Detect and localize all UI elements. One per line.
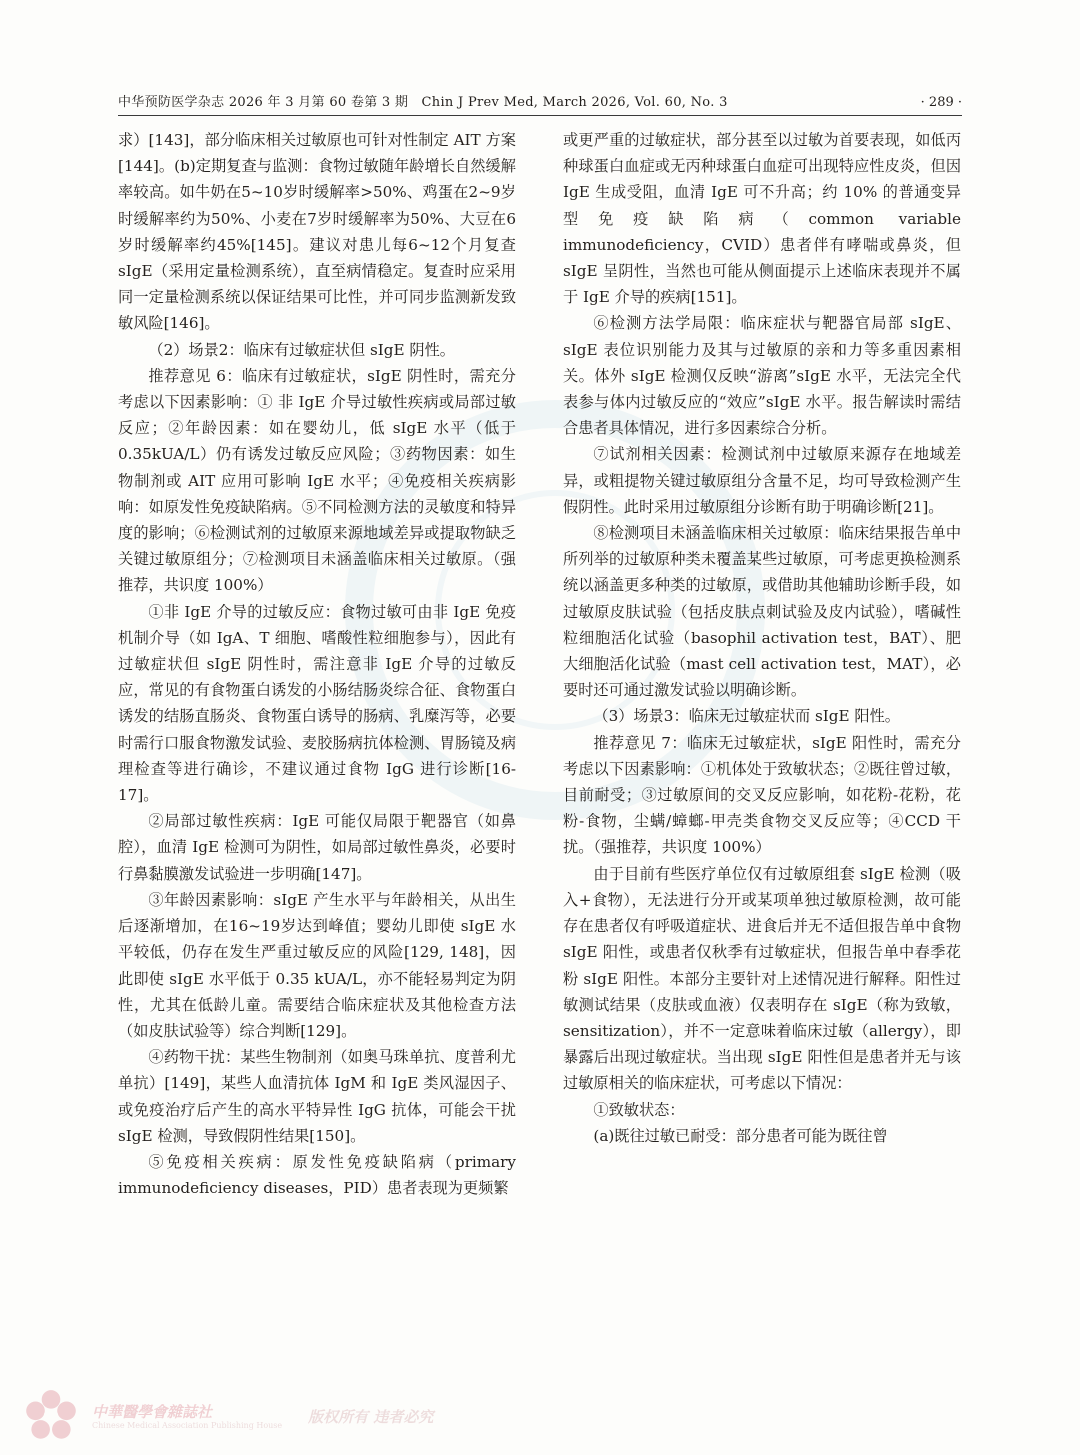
list-item-heading: ①致敏状态：: [593, 1100, 685, 1119]
publisher-flower-icon: [20, 1385, 82, 1447]
page-number: · 289 ·: [920, 95, 962, 110]
paragraph: ⑦试剂相关因素：检测试剂中过敏原来源存在地域差异，或粗提物关键过敏原组分含量不足，均可导致检测产生假阴性。此时采用过敏原组分诊断有助于明确诊断[21]。: [563, 445, 961, 516]
paragraph: ②局部过敏性疾病：IgE 可能仅局限于靶器官（如鼻腔），血清 IgE 检测可为阴性，如局部过敏性鼻炎，必要时行鼻黏膜激发试验进一步明确[147]。: [118, 812, 516, 883]
paragraph: ④药物干扰：某些生物制剂（如奥马珠单抗、度普利尤单抗）[149]，某些人血清抗体 IgM 和 IgE 类风湿因子、或免疫治疗后产生的高水平特异性 IgG 抗体，可能会干扰 sIgE 检测，导致假阴性结果[150]。: [118, 1048, 516, 1145]
section-heading: （3）场景3：临床无过敏症状而 sIgE 阳性。: [593, 707, 900, 726]
copyright-slogan: 版权所有 违者必究: [308, 1407, 434, 1426]
paragraph: (a)既往过敏已耐受：部分患者可能为既往曾: [593, 1126, 888, 1145]
recommendation-paragraph: 推荐意见 6：临床有过敏症状，sIgE 阴性时，需充分考虑以下因素影响：① 非 IgE 介导过敏性疾病或局部过敏反应；②年龄因素：如在婴幼儿，低 sIgE 水平（低于 0.35kUA/L）仍有诱发过敏反应风险；③药物因素：如生物制剂或 AIT 应用可影响 IgE 水平；④免疫相关疾病影响：如原发性免疫缺陷病。⑤不同检测方法的灵敏度和特异度的影响；⑥检测试剂的过敏原来源地域差异或提取物缺乏关键过敏原组分；⑦检测项目未涵盖临床相关过敏原。（强推荐，共识度 100%）: [118, 366, 516, 595]
publisher-name: 中華醫學會雜誌社: [92, 1402, 213, 1421]
paragraph: ⑧检测项目未涵盖临床相关过敏原：临床结果报告单中所列举的过敏原种类未覆盖某些过敏原，可考虑更换检测系统以涵盖更多种类的过敏原，或借助其他辅助诊断手段，如过敏原皮肤试验（包括皮肤点刺试验及皮内试验），嗜碱性粒细胞活化试验（basophil activation test，BAT）、肥大细胞活化试验（mast cell activation test，MAT），必要时还可通过激发试验以明确诊断。: [563, 524, 961, 700]
recommendation-paragraph: 推荐意见 7：临床无过敏症状，sIgE 阳性时，需充分考虑以下因素影响：①机体处于致敏状态；②既往曾过敏，目前耐受；③过敏原间的交叉反应影响，如花粉-花粉，花粉-食物，尘螨/蟑螂-甲壳类食物交叉反应等；④CCD 干扰。（强推荐，共识度 100%）: [563, 733, 961, 857]
paragraph: 求）[143]，部分临床相关过敏原也可针对性制定 AIT 方案[144]。(b)定期复查与监测：食物过敏随年龄增长自然缓解率较高。如牛奶在5~10岁时缓解率>50%、鸡蛋在2~9岁时缓解率约为50%、小麦在7岁时缓解率为50%、大豆在6岁时缓解率约45%[145]。建议对患儿每6~12个月复查 sIgE（采用定量检测系统），直至病情稳定。复查时应采用同一定量检测系统以保证结果可比性，并可同步监测新发致敏风险[146]。: [118, 131, 516, 333]
section-heading: （2）场景2：临床有过敏症状但 sIgE 阴性。: [148, 340, 455, 359]
paragraph: ⑥检测方法学局限：临床症状与靶器官局部 sIgE、sIgE 表位识别能力及其与过敏原的亲和力等多重因素相关。体外 sIgE 检测仅反映“游离”sIgE 水平，无法完全代表参与体内过敏反应的“效应”sIgE 水平。报告解读时需结合患者具体情况，进行多因素综合分析。: [563, 314, 961, 438]
publisher-watermark: [20, 1385, 433, 1447]
paragraph: ⑤免疫相关疾病：原发性免疫缺陷病（primary immunodeficiency diseases，PID）患者表现为更频繁: [118, 1152, 516, 1198]
paragraph: 由于目前有些医疗单位仅有过敏原组套 sIgE 检测（吸入+食物），无法进行分开或某项单独过敏原检测，故可能存在患者仅有呼吸道症状、进食后并无不适但报告单中食物 sIgE 阳性，或患者仅秋季有过敏症状，但报告单中春季花粉 sIgE 阳性。本部分主要针对上述情况进行解释。阳性过敏测试结果（皮肤或血液）仅表明存在 sIgE（称为致敏，sensitization），并不一定意味着临床过敏（allergy），即暴露后出现过敏症状。当出现 sIgE 阳性但是患者并无与该过敏原相关的临床症状，可考虑以下情况：: [563, 864, 961, 1093]
paragraph: 或更严重的过敏症状，部分甚至以过敏为首要表现，如低丙种球蛋白血症或无丙种球蛋白血症可出现特应性皮炎，但因 IgE 生成受阻，血清 IgE 可不升高；约 10% 的普通变异型免疫缺陷病（common variable immunodeficiency，CVID）患者伴有哮喘或鼻炎，但 sIgE 呈阴性，当然也可能从侧面提示上述临床表现并不属于 IgE 介导的疾病[151]。: [563, 131, 961, 307]
journal-citation: 中华预防医学杂志 2026 年 3 月第 60 卷第 3 期 Chin J Prev Med, March 2026, Vol. 60, No. 3: [118, 95, 728, 110]
publisher-name-en: Chinese Medical Association Publishing House: [92, 1420, 283, 1430]
paragraph: ③年龄因素影响：sIgE 产生水平与年龄相关，从出生后逐渐增加，在16~19岁达到峰值；婴幼儿即使 sIgE 水平较低，仍存在发生严重过敏反应的风险[129, 148]，因此即使 sIgE 水平低于 0.35 kUA/L，亦不能轻易判定为阴性，尤其在低龄儿童。需要结合临床症状及其他检查方法（如皮肤试验等）综合判断[129]。: [118, 890, 516, 1040]
header-rule: [118, 115, 962, 116]
right-column: [563, 127, 961, 1149]
running-header: [118, 86, 962, 110]
left-column: [118, 127, 516, 1201]
paragraph: ①非 IgE 介导的过敏反应：食物过敏可由非 IgE 免疫机制介导（如 IgA、T 细胞、嗜酸性粒细胞参与），因此有过敏症状但 sIgE 阴性时，需注意非 IgE 介导的过敏反应，常见的有食物蛋白诱发的小肠结肠炎综合征、食物蛋白诱发的结肠直肠炎、食物蛋白诱导的肠病、乳糜泻等，必要时需行口服食物激发试验、麦胶肠病抗体检测、胃肠镜及病理检查等进行确诊，不建议通过食物 IgG 进行诊断[16-17]。: [118, 602, 516, 805]
